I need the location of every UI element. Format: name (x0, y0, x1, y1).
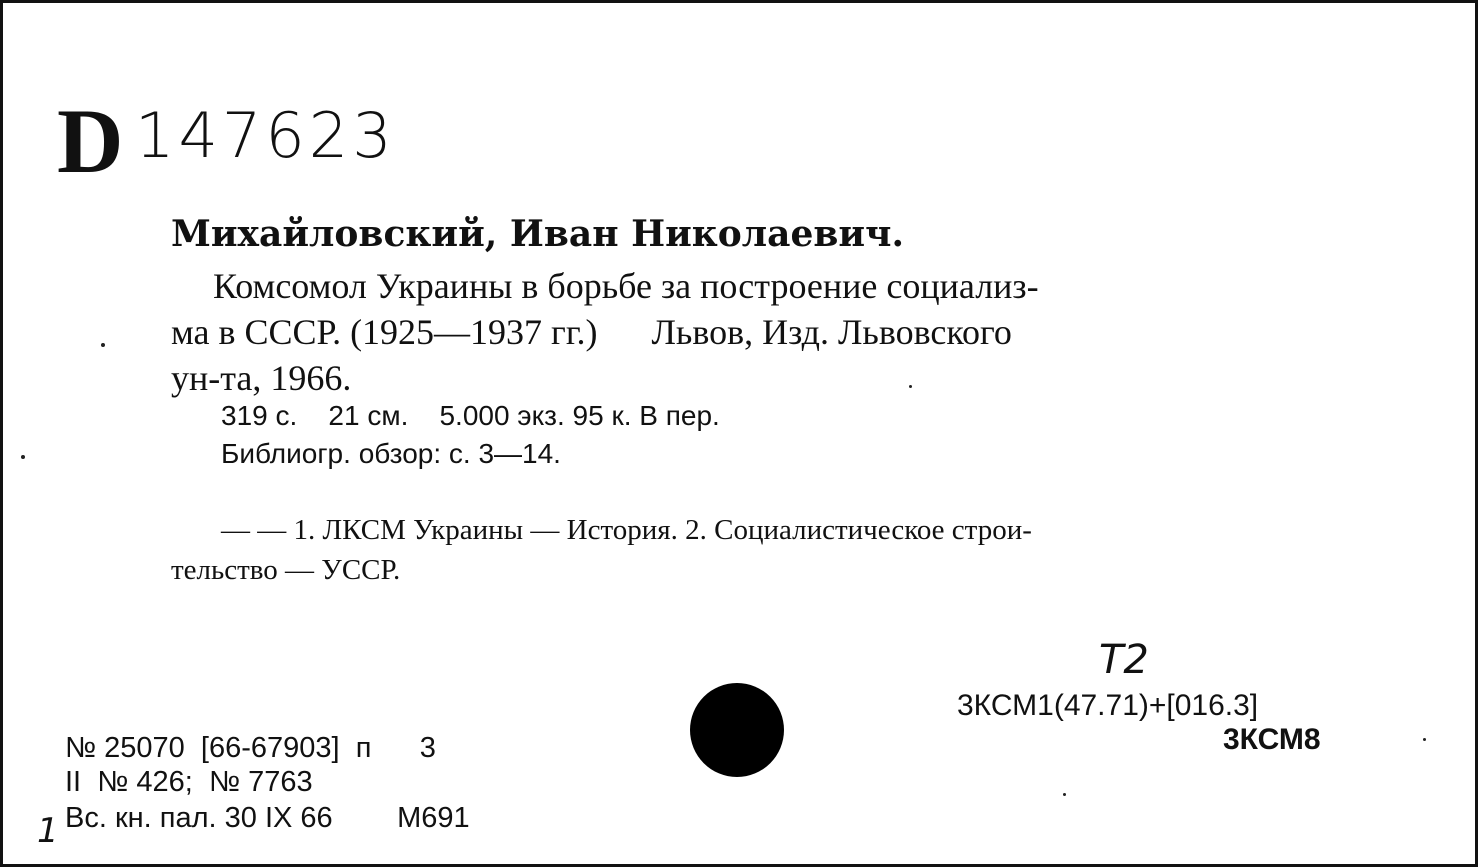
title-line-2: ма в СССР. (1925—1937 гг.) Львов, Изд. Львовского (171, 312, 1012, 352)
speck (909, 385, 912, 388)
series-letter: D (57, 90, 124, 192)
subject-line-1: — — 1. ЛКСМ Украины — История. 2. Социалистическое строи- (221, 514, 1032, 546)
author-heading: Михайловский, Иван Николаевич. (171, 213, 905, 255)
subject-line-2: тельство — УССР. (171, 554, 401, 586)
title-line-3: ун-та, 1966. (171, 358, 352, 398)
physical-description: 319 с. 21 см. 5.000 экз. 95 к. В пер. (221, 400, 720, 431)
classification-index: 3КСМ1(47.71)+[016.3] (957, 689, 1259, 722)
punch-hole (690, 683, 784, 777)
footer-line-3: Вс. кн. пал. 30 IX 66 М691 (65, 802, 470, 834)
handwritten-mark: 1 (37, 811, 59, 851)
handwritten-note: Т2 (1099, 637, 1149, 683)
footer-line-2: II № 426; № 7763 (65, 766, 313, 798)
shelf-mark: 3КСМ8 (1223, 723, 1321, 756)
call-number: 147623 (135, 99, 396, 172)
speck (21, 455, 25, 459)
bibliography-note: Библиогр. обзор: с. 3—14. (221, 438, 561, 469)
speck (1063, 793, 1066, 796)
title-line-1: Комсомол Украины в борьбе за построение социализ- (213, 266, 1039, 306)
speck (101, 343, 105, 347)
footer-line-1: № 25070 [66-67903] п 3 (65, 732, 436, 764)
speck (1423, 738, 1426, 741)
